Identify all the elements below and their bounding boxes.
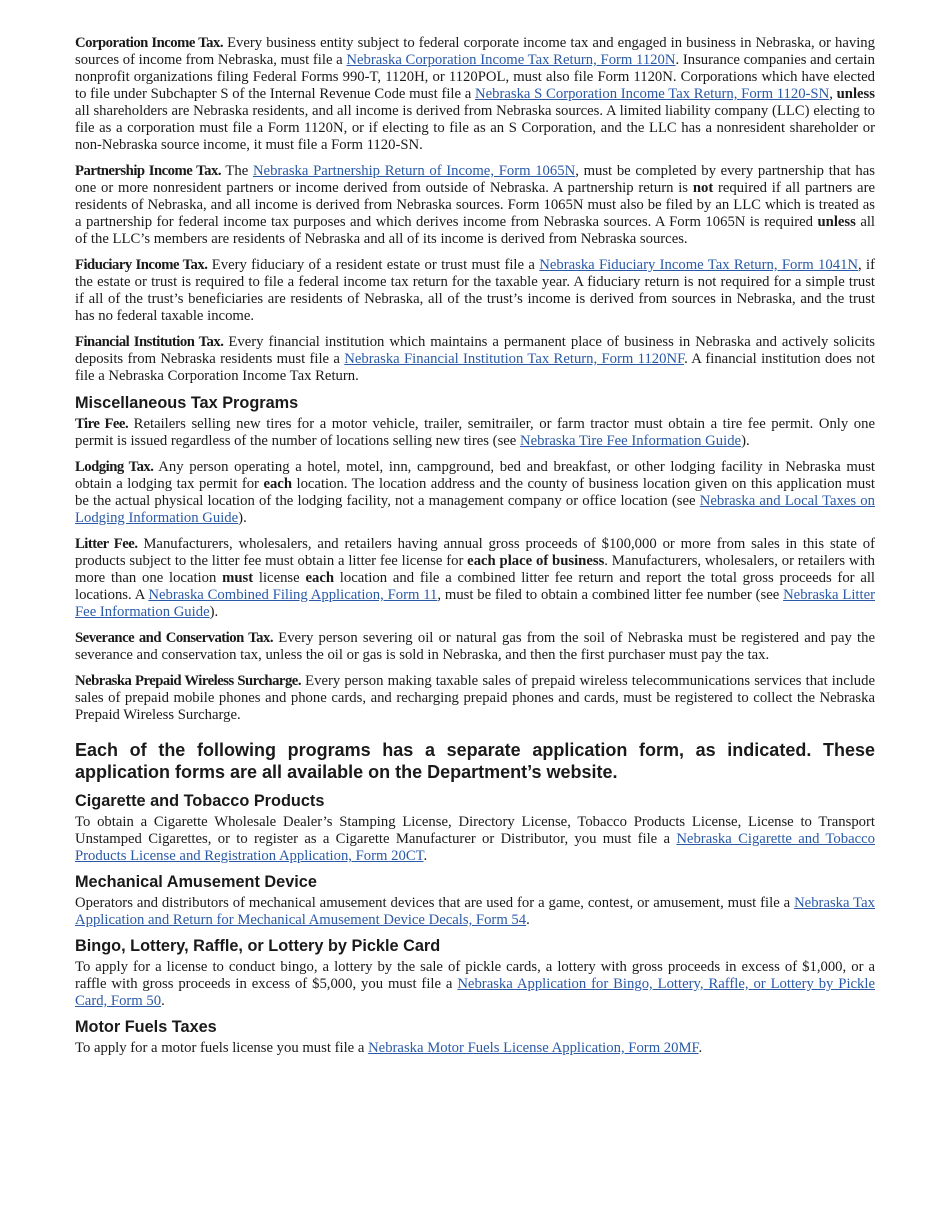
- lodging-guide-link[interactable]: Nebraska and Local Taxes on Lodging Information Guide: [75, 493, 875, 526]
- paragraph-text: . A financial institution does not file a Nebraska Corporation Income Tax Return.: [75, 351, 875, 384]
- emphasis-text: each: [305, 570, 335, 586]
- misc-tax-programs-heading: Miscellaneous Tax Programs: [75, 394, 299, 412]
- tire-fee-paragraph: [75, 416, 875, 450]
- litter-fee-guide-link[interactable]: Nebraska Litter Fee Information Guide: [75, 587, 875, 620]
- paragraph-text: . Insurance companies and certain nonprofit organizations filing Federal Forms 990-T, 1120H, or 1120POL, must also file Form 1120N. Corporations which have elected to file under Subchapter S of the Internal Revenue Code must file a: [75, 52, 875, 102]
- paragraph-lead: Fiduciary Income Tax.: [75, 257, 208, 273]
- paragraph-text: license: [253, 570, 306, 586]
- form-50-link[interactable]: Nebraska Application for Bingo, Lottery, Raffle, or Lottery by Pickle Card, Form 50: [75, 976, 875, 1009]
- form-1041n-link[interactable]: Nebraska Fiduciary Income Tax Return, Form 1041N: [539, 257, 859, 273]
- paragraph-text: all of the LLC’s members are residents of Nebraska and all of its income is derived from Nebraska sources.: [75, 214, 875, 247]
- paragraph-text: Every fiduciary of a resident estate or trust must file a: [207, 257, 540, 273]
- emphasis-text: unless: [817, 214, 856, 230]
- paragraph-text: Retailers selling new tires for a motor vehicle, trailer, semitrailer, or farm tractor must obtain a tire fee permit. Only one permit is issued regardless of the number of locations selling new tires (see: [75, 416, 875, 449]
- paragraph-lead: Lodging Tax.: [75, 459, 154, 475]
- paragraph-text: ).: [209, 604, 219, 620]
- form-11-link[interactable]: Nebraska Combined Filing Application, Form 11: [148, 587, 438, 603]
- tire-fee-guide-link[interactable]: Nebraska Tire Fee Information Guide: [520, 433, 742, 449]
- paragraph-text: required if all partners are residents of Nebraska, and all income is derived from Nebraska sources. Form 1065N must also be filed by an LLC which is treated as a partnership for federal income tax purposes and which derives income from Nebraska sources. A Form 1065N is required: [75, 180, 875, 230]
- paragraph-text: ).: [741, 433, 750, 449]
- paragraph-lead: Litter Fee.: [75, 536, 138, 552]
- paragraph-text: .: [526, 912, 530, 928]
- paragraph-text: Every business entity subject to federal corporate income tax and engaged in business in Nebraska, or having sources of income from Nebraska, must file a: [75, 35, 875, 68]
- lodging-tax-paragraph: [75, 459, 875, 527]
- prepaid-wireless-paragraph: [75, 673, 875, 724]
- paragraph-text: , must be completed by every partnership that has one or more nonresident partners or income derived from outside of Nebraska. A partnership return is: [75, 163, 875, 196]
- cigarette-tobacco-heading: Cigarette and Tobacco Products: [75, 792, 325, 810]
- paragraph-text: .: [423, 848, 428, 864]
- partnership-income-tax-paragraph: [75, 163, 875, 248]
- emphasis-text: unless: [836, 86, 875, 102]
- form-54-link[interactable]: Nebraska Tax Application and Return for Mechanical Amusement Device Decals, Form 54: [75, 895, 875, 928]
- severance-tax-paragraph: [75, 630, 875, 664]
- paragraph-lead: Corporation Income Tax.: [75, 35, 224, 51]
- form-1065n-link[interactable]: Nebraska Partnership Return of Income, Form 1065N: [252, 163, 576, 179]
- paragraph-text: location and file a combined litter fee return and report the total gross proceeds for all locations. A: [75, 570, 876, 603]
- paragraph-text: Every financial institution which maintains a permanent place of business in Nebraska and actively solicits deposits from Nebraska residents must file a: [75, 334, 875, 367]
- paragraph-text: Manufacturers, wholesalers, and retailers having annual gross proceeds of $100,000 or more from sales in this state of products subject to the litter fee must obtain a litter fee license for: [75, 536, 875, 569]
- emphasis-text: each place of business: [467, 553, 605, 569]
- paragraph-lead: Nebraska Prepaid Wireless Surcharge.: [75, 673, 301, 689]
- paragraph-text: ,: [829, 86, 837, 102]
- financial-institution-tax-paragraph: [75, 334, 875, 385]
- bingo-lottery-heading: Bingo, Lottery, Raffle, or Lottery by Pickle Card: [75, 937, 441, 955]
- motor-fuels-paragraph: [75, 1040, 875, 1057]
- emphasis-text: not: [692, 180, 714, 196]
- paragraph-text: To apply for a motor fuels license you must file a: [75, 1040, 369, 1056]
- form-1120n-link[interactable]: Nebraska Corporation Income Tax Return, Form 1120N: [346, 52, 676, 68]
- paragraph-text: location. The location address and the county of business location given on this application must be the actual physical location of the lodging facility, not a management company or office location (see: [75, 476, 875, 509]
- motor-fuels-heading: Motor Fuels Taxes: [75, 1018, 217, 1036]
- form-20ct-link[interactable]: Nebraska Cigarette and Tobacco Products License and Registration Application, Form 20CT: [75, 831, 875, 864]
- paragraph-text: .: [698, 1040, 703, 1056]
- application-forms-heading: Each of the following programs has a separate application form, as indicated. These application forms are all available on the Department’s website.: [75, 740, 875, 782]
- litter-fee-paragraph: [75, 536, 875, 621]
- corporation-income-tax-paragraph: [75, 35, 875, 154]
- paragraph-text: The: [221, 163, 253, 179]
- paragraph-text: To obtain a Cigarette Wholesale Dealer’s Stamping License, Directory License, Tobacco Products License, License to Transport Unstamped Cigarettes, or to register as a Cigarette Manufacturer or Distributor, you must file a: [75, 814, 875, 847]
- paragraph-text: Every person making taxable sales of prepaid wireless telecommunications services that include sales of prepaid mobile phones and phone cards, and recharging prepaid phones and cards, must be registered to collect the Nebraska Prepaid Wireless Surcharge.: [75, 673, 876, 723]
- paragraph-text: , must be filed to obtain a combined litter fee number (see: [437, 587, 784, 603]
- form-1120nf-link[interactable]: Nebraska Financial Institution Tax Return, Form 1120NF: [344, 351, 685, 367]
- paragraph-text: Operators and distributors of mechanical amusement devices that are used for a game, contest, or amusement, must file a: [75, 895, 795, 911]
- document-page: [75, 35, 875, 1057]
- paragraph-text: Every person severing oil or natural gas from the soil of Nebraska must be registered and pay the severance and conservation tax, unless the oil or gas is sold in Nebraska, and then the first purchaser must pay the tax.: [75, 630, 875, 663]
- form-1120sn-link[interactable]: Nebraska S Corporation Income Tax Return, Form 1120-SN: [474, 86, 830, 102]
- paragraph-text: ).: [238, 510, 247, 526]
- mechanical-amusement-heading: Mechanical Amusement Device: [75, 873, 317, 891]
- fiduciary-income-tax-paragraph: [75, 257, 875, 325]
- paragraph-lead: Financial Institution Tax.: [75, 334, 224, 350]
- paragraph-text: Any person operating a hotel, motel, inn, campground, bed and breakfast, or other lodging facility in Nebraska must obtain a lodging tax permit for: [75, 459, 875, 492]
- paragraph-lead: Tire Fee.: [75, 416, 129, 432]
- paragraph-text: , if the estate or trust is required to file a federal income tax return for the taxable year. A fiduciary return is not required for a simple trust if all of the trust’s beneficiaries are residents of Nebraska, all of the trust’s income is derived from sources in Nebraska, and the trust has no federal taxable income.: [75, 257, 875, 324]
- paragraph-text: . Manufacturers, wholesalers, or retailers with more than one location: [75, 553, 876, 586]
- emphasis-text: must: [222, 570, 254, 586]
- paragraph-lead: Partnership Income Tax.: [75, 163, 221, 179]
- paragraph-lead: Severance and Conservation Tax.: [75, 630, 274, 646]
- emphasis-text: each: [263, 476, 292, 492]
- paragraph-text: To apply for a license to conduct bingo, a lottery by the sale of pickle cards, a lottery with gross proceeds in excess of $1,000, or a raffle with gross proceeds in excess of $5,000, you must file a: [75, 959, 875, 992]
- mechanical-amusement-paragraph: [75, 895, 875, 929]
- bingo-lottery-paragraph: [75, 959, 875, 1010]
- form-20mf-link[interactable]: Nebraska Motor Fuels License Application, Form 20MF: [368, 1040, 699, 1056]
- cigarette-tobacco-paragraph: [75, 814, 875, 865]
- paragraph-text: all shareholders are Nebraska residents, and all income is derived from Nebraska sources. A limited liability company (LLC) electing to file as a corporation must file a Form 1120N, or if electing to file as an S Corporation, and the LLC has a nonresident shareholder or non-Nebraska source income, it must file a Form 1120-SN.: [75, 103, 875, 153]
- paragraph-text: .: [161, 993, 165, 1009]
